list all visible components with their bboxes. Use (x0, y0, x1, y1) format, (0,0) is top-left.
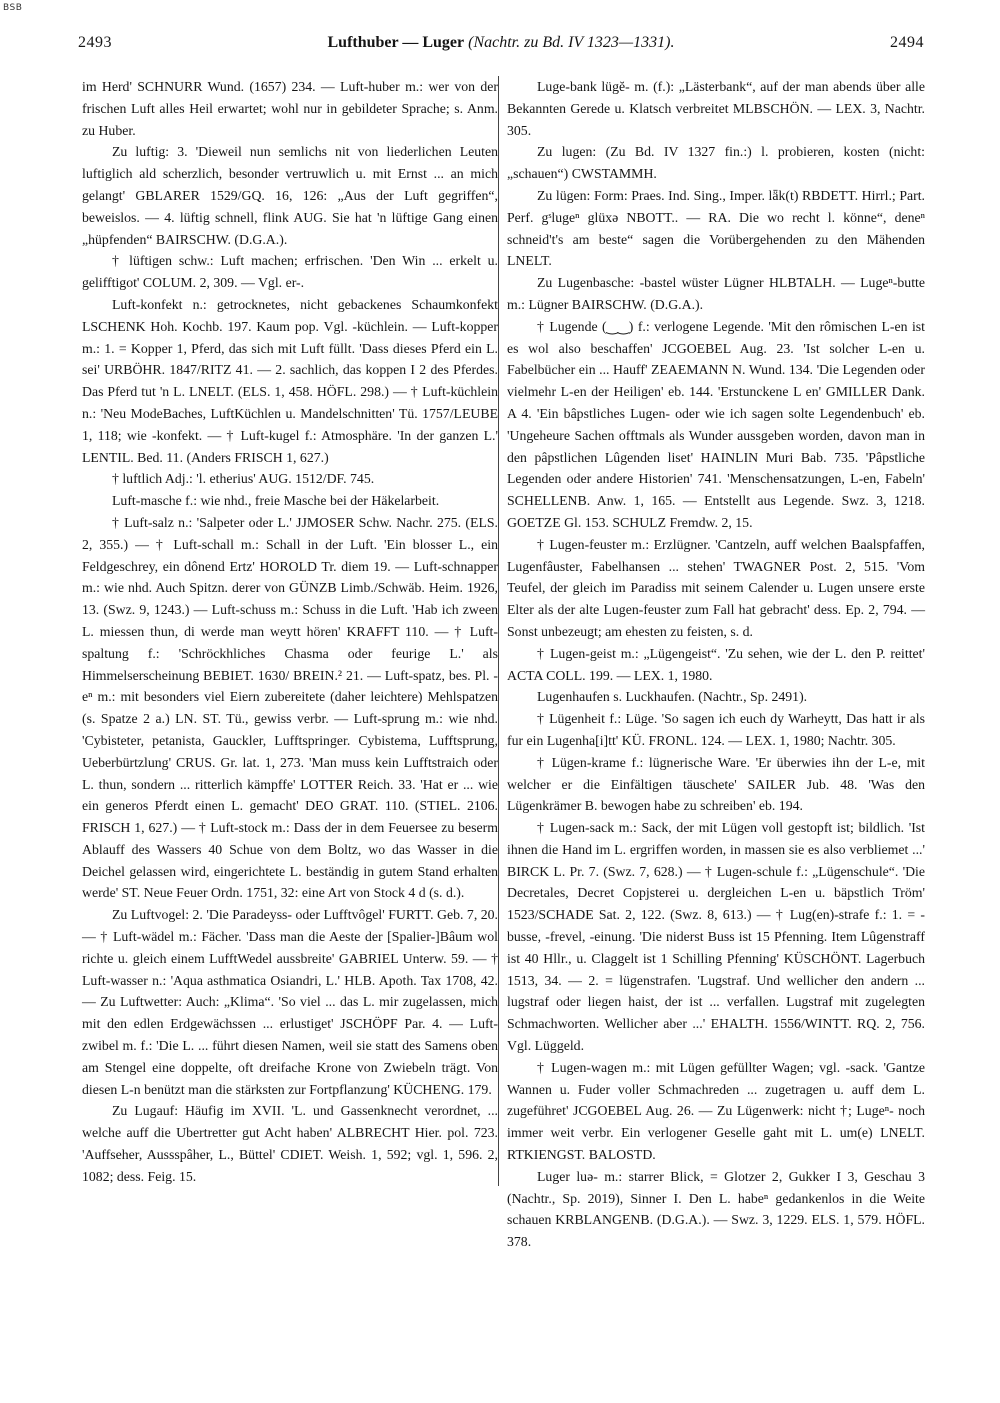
entry-paragraph: † Lügen-krame f.: lügnerische Ware. 'Er überwies ihn der L-e, mit welcher er die Einfältigen täuschete' SAILER Jub. 48. 'Was den Lügenkrämer B. bewogen habe zu schreiben' eb. 194. (507, 754, 925, 814)
entry-paragraph: † lüftigen schw.: Luft machen; erfrischen. 'Den Win ... erkelt u. gelifftigot' COLUM. 2, 309. — Vgl. er-. (82, 253, 498, 291)
entry-paragraph: † Lugende (‿‿) f.: verlogene Legende. 'Mit den rômischen L-en ist es wol also beschaffen' JCGOEBEL Aug. 23. 'Ist solcher L-en u. Fabelbücher ein ... Hauff' ZEAEMANN N. Wund. 134. 'Die Legenden oder vielmehr L-en der Heiligen' eb. 144. 'Erstunckene L en' GMILLER Dank. A 4. 'Ein bâpstliches Lugen- oder wie ich sagen solte Legendenbuch' eb. 'Ungeheure Sachen offtmals als Wunder aussgeben worden, davon man in den pâpstlichen Lûgenden liset' HAINLIN Muri Bab. 735. 'Pâpstliche Legenden oder andere Historien' 741. 'Menschensatzungen, L-en, Fabeln' SCHELLENB. Anw. 1, 165. — Entstellt aus Legende. Swz. 3, 1218. GOETZE Gl. 153. SCHULZ Fremdw. 2, 15. (507, 318, 925, 530)
entry-paragraph: im Herd' SCHNURR Wund. (1657) 234. — Luft-huber m.: wer von der frischen Luft alles Heil erwartet; wohl nur in gebildeter Sprache; s. Anm. zu Huber. (82, 79, 498, 138)
page-number-left: 2493 (78, 34, 112, 51)
running-title-entries: Lufthuber — Luger (327, 34, 465, 51)
column-divider (498, 76, 499, 1186)
running-title (78, 34, 924, 52)
entry-paragraph: Zu lügen: Form: Praes. Ind. Sing., Imper. lǟk(t) RBDETT. Hirrl.; Part. Perf. gˢlugeⁿ glüxə NBOTT.. — RA. Die wo recht l. könne“, deneⁿ schneid't's am beste“ sagen die Vorübergehenden zu den Mähenden LNELT. (507, 187, 925, 269)
entry-paragraph: † Lugen-feuster m.: Erzlügner. 'Cantzeln, auff welchen Baalspfaffen, Lugenfâuster, Fabelhansen ... stehen' TWAGNER Post. 2, 515. 'Vom Teufel, der gleich im Paradiss mit seinem Calender u. Lugen unsere erste Elter als der alte Lugen-feuster zum Fall hat gebracht' dess. Ep. 2, 794. — Sonst unbezeugt; am ehesten zu feisten, s. d. (507, 536, 925, 639)
entry-paragraph: † Lugen-geist m.: „Lügengeist“. 'Zu sehen, wie der L. den P. reittet' ACTA COLL. 199. — LEX. 1, 1980. (507, 645, 925, 683)
entry-paragraph: † luftlich Adj.: 'l. etherius' AUG. 1512/DF. 745. (112, 471, 375, 487)
left-column (82, 76, 498, 1188)
entry-paragraph: † Luft-salz n.: 'Salpeter oder L.' JJMOSER Schw. Nachr. 275. (ELS. 2, 355.) — † Luft-schall m.: Schall in der Luft. 'Ein blosser L., ein Feldgeschrey, ein dônend Ertz' HOROLD Tr. diem 19. — Luft-schnapper m.: wie nhd. Auch Spitzn. derer von GÜNZB Limb./Schwäb. Heim. 1926, 13. (Swz. 9, 1243.) — Luft-schuss m.: Schuss in die Luft. 'Hab ich zween L. miessen thun, di werde man weytt hören' KRAFFT 110. — † Luft-spaltung f.: 'Schröckhliches Chasma oder feurige L.' als Himmelserscheinung BEBIET. 1630/ BREIN.² 21. — Luft-spatz, bes. Pl. -eⁿ m.: mit besonders viel Eiern zubereitete (daher leichtere) Mehlspatzen (s. Spatze 2 a.) LN. ST. Tü., gewiss verbr. — Luft-sprung m.: wie nhd. 'Cybisteter, petanista, Gauckler, Lufftspringer. Cybistema, Lufftsprung, Ueberbürtzlung' CRUS. Gr. lat. 1, 273. 'Man muss kein Lufftstraich oder L. thun, sondern ... ritterlich kämpffe' LOTTER Reich. 33. 'Hat er ... wie ein generos Pferdt einen L. gemacht' DEO GRAT. 110. (STIEL. 2106. FRISCH 1, 627.) — † Luft-stock m.: Dass der in dem Feuersee zu beserm Ablauff des Wassers 40 Schue von dem Boltz, wo das Wasser in die Deichel gelassen wird, eingerichtete L. beständig in gutem Stand erhalten werde' ST. Neue Feuer Ordn. 1751, 32: eine Art von Stock 4 d (s. d.). (82, 514, 498, 901)
entry-paragraph: Zu Luftvogel: 2. 'Die Paradeyss- oder Lufftvôgel' FURTT. Geb. 7, 20. — † Luft-wädel m.: Fächer. 'Dass man die Aeste der [Spalier-]Bâum wol richte u. gleich einem LufftWedel aussbreite' GABRIEL Unterw. 59. — † Luft-wasser n.: 'Aqua asthmatica Osiandri, L.' HLB. Apoth. Tax 1708, 42. — Zu Luftwetter: Auch: „Klima“. 'So viel ... das L. mir zugelassen, mich mit den edlen Erdgewächssen ... erlustiget' JSCHÖPF Par. 4. — Luft-zwibel m. f.: 'Die L. ... führt diesen Namen, weil sie statt des Samens oben am Stengel eine doppelte, oft dreifache Krone von Zwiebeln trägt. Von diesen L-n benützt man die stärksten zur Fortpflanzung' KÜCHENG. 179. (82, 907, 498, 1097)
right-column (507, 76, 925, 1253)
running-title-note: (Nachtr. zu Bd. IV 1323—1331). (468, 34, 675, 51)
page-number-right: 2494 (890, 34, 924, 51)
entry-paragraph: Lugenhaufen s. Luckhaufen. (Nachtr., Sp. 2491). (537, 689, 808, 705)
entry-paragraph: Zu Lugauf: Häufig im XVII. 'L. und Gassenknecht verordnet, ... welche auff die Ubertretter gut Acht haben' ALBRECHT Hier. pol. 723. 'Auffseher, Aussspâher, L., Büttel' CDIET. Weish. 1, 592; vgl. 1, 596. 2, 1082; dess. Feig. 15. (82, 1103, 498, 1184)
entry-paragraph: Luger luə- m.: starrer Blick, = Glotzer 2, Gukker I 3, Geschau 3 (Nachtr., Sp. 2019), Sinner I. Den L. habeⁿ gedankenlos in die Weite schauen KRBLANGENB. (D.G.A.). — Swz. 3, 1229. ELS. 1, 579. HÖFL. 378. (507, 1168, 925, 1250)
page-header (78, 34, 924, 56)
entry-paragraph: Zu lugen: (Zu Bd. IV 1327 fin.:) l. probieren, kosten (nicht: „schauen“) CWSTAMMH. (507, 144, 925, 182)
entry-paragraph: Luge-bank lügĕ- m. (f.): „Lästerbank“, auf der man abends über alle Bekannten Gerede u. Klatsch verbreitet MLBSCHÖN. — LEX. 3, Nachtr. 305. (507, 79, 925, 138)
entry-paragraph: † Lügenheit f.: Lüge. 'So sagen ich euch dy Warheytt, Das hatt ir als fur ein Lugenha[i]tt' KÜ. FRONL. 124. — LEX. 1, 1980; Nachtr. 305. (507, 711, 925, 748)
entry-paragraph: Zu luftig: 3. 'Dieweil nun semlichs nit von liederlichen Leuten luftiglich ald scherzlich, besonder vertruwlich u. mit Ernst ... an mich gelangt' GBLARER 1529/GQ. 16, 126: „Aus der Luft gegriffen“, beweislos. — 4. lüftig schnell, flink AUG. Sie hat 'n lüftige Gang einen „hüpfenden“ BAIRSCHW. (D.G.A.). (82, 144, 498, 247)
entry-paragraph: † Lugen-sack m.: Sack, der mit Lügen voll gestopft ist; bildlich. 'Ist ihnen die Hand im L. ergriffen worden, in massen sie es also verbliemet ...' BIRCK L. Pr. 7. (Swz. 7, 628.) — † Lugen-schule f.: „Lügenschule“. 'Die Decretales, Decret Copjsterei u. dergleichen L-en u. bäpstlich Tröm' 1523/SCHADE Sat. 2, 122. (Swz. 8, 613.) — † Lug(en)-strafe f.: 1. = -busse, -frevel, -einung. 'Die niderst Buss ist 15 Pfenning. Item Lûgenstraff ist 40 Hllr., u. Claggelt ist 1 Schilling Pfenning' KÜSCHÖNT. Lagerbuch 1513, 34. — 2. = lügenstrafen. 'Lugstraf. Und wellicher den andern ... lugstraf oder liegen haist, der ist ... verfallen. Lugstraf mit zugelegten Schmachworten. Wellicher aber ...' EHALTH. 1556/WINTT. RQ. 2, 756. Vgl. Lüggeld. (507, 820, 925, 1054)
entry-paragraph: Luft-masche f.: wie nhd., freie Masche bei der Häkelarbeit. (112, 493, 440, 509)
entry-paragraph: Zu Lugenbasche: -bastel wüster Lügner HLBTALH. — Lugeⁿ-butte m.: Lügner BAIRSCHW. (D.G.A.). (507, 275, 925, 312)
entry-paragraph: Luft-konfekt n.: getrocknetes, nicht gebackenes Schaumkonfekt LSCHENK Hoh. Kochb. 197. Kaum pop. Vgl. -küchlein. — Luft-kopper m.: 1. = Kopper 1, Pferd, das sich mit Luft füllt. 'Dass dieses Pferd ein L. sei' URBÖHR. 1847/RITZ 41. — 2. sachlich, das koppen I 2 des Pferdes. Das Pferd tut 'n L. LNELT. (ELS. 1, 458. HÖFL. 298.) — † Luft-küchlein n.: 'Neu ModeBaches, LuftKüchlen u. Mandelschnitten' Tü. 1757/LEUBE 1, 118; wie -konfekt. — † Luft-kugel f.: Atmosphäre. 'In der ganzen L.' LENTIL. Bed. 11. (Anders FRISCH 1, 627.) (82, 296, 498, 465)
library-stamp: BSB (3, 3, 23, 13)
entry-paragraph: † Lugen-wagen m.: mit Lügen gefüllter Wagen; vgl. -sack. 'Gantze Wannen u. Fuder voller Schmachreden ... zugetragen u. auff dem L. zugeführet' JCGOEBEL Aug. 26. — Zu Lügenwerk: nicht †; Lugeⁿ- noch immer weit verbr. Ein verlogener Geselle gaht mit L. um(e) LNELT. RTKIENGST. BALOSTD. (507, 1059, 925, 1163)
